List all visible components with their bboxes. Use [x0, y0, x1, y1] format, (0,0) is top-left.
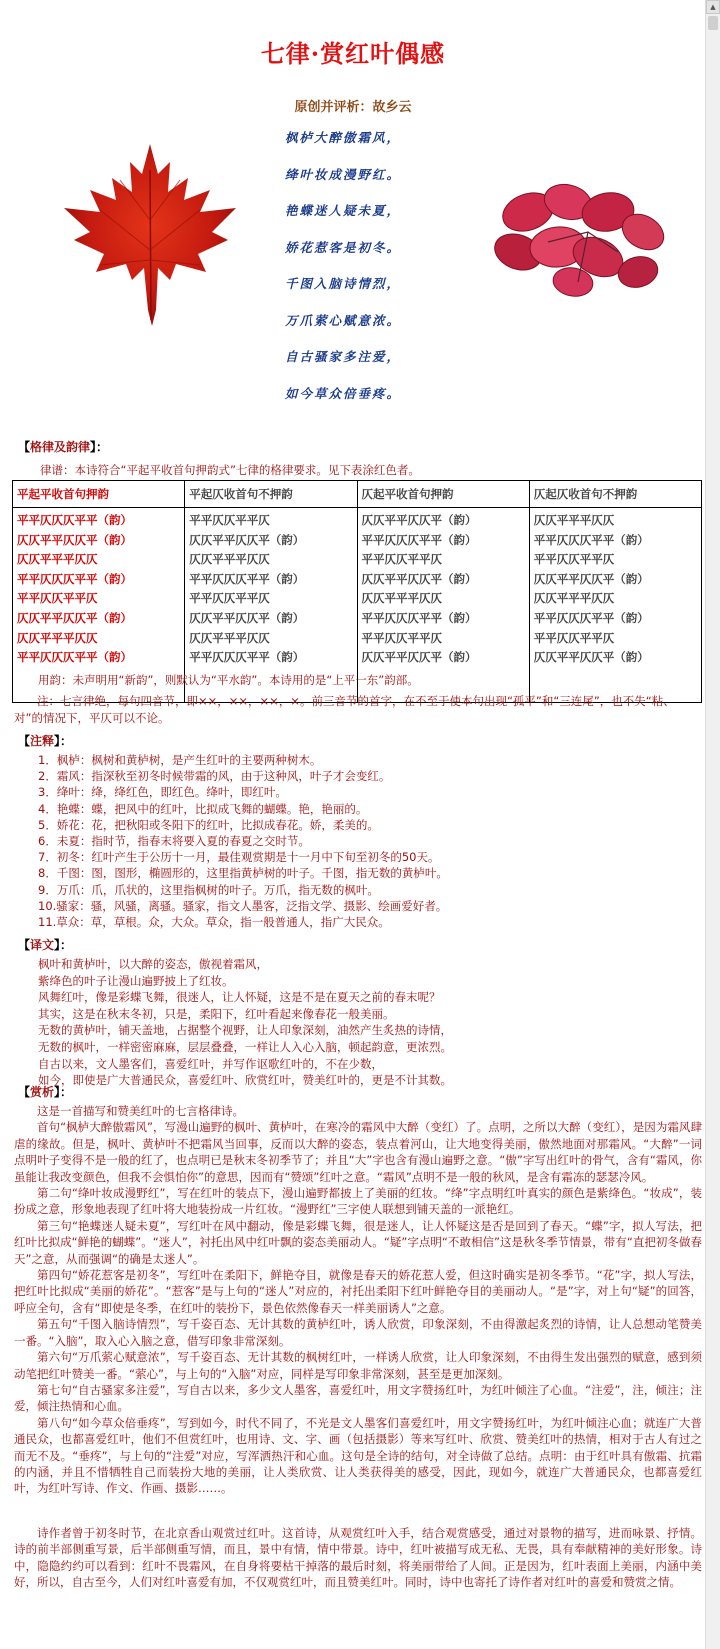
meter-row: 平平仄仄平平仄: [361, 552, 442, 567]
meter-row: 仄仄平平仄仄平（韵）: [533, 571, 649, 586]
note-item: 7．初冬：红叶产生于公历十一月，最佳观赏期是十一月中下旬至初冬的50天。: [38, 850, 440, 865]
meter-row: 平平仄仄仄平平（韵）: [533, 532, 649, 547]
author-byline: 原创并评析：故乡云: [294, 100, 412, 115]
meter-row: 平平仄仄仄平平（韵）: [17, 571, 132, 586]
poem-line: 娇花惹客是初冬。: [285, 239, 402, 255]
notes-list: [38, 752, 698, 930]
translation-line: 紫绛色的叶子让漫山遍野披上了红妆。: [38, 973, 234, 988]
meter-footnote: 注：七言律绝，每句四音节，即××，××，××，×。前三音节的首字，在不至于使本句出现“孤平”和“三连尾”，也不失“粘、对”的情况下，平仄可以不论。: [14, 694, 675, 725]
section-heading-zhushi: 【注释】：: [18, 734, 73, 748]
appreciation-paragraph: 第五句“千图入脑诗情烈”，写千姿百态、无计其数的黄栌红叶，诱人欣赏，印象深刻，不由得激起炙烈的诗情，让人总想动笔赞美一番。“入脑”，取入心入脑之意，借写印象非常深刻。: [14, 1317, 702, 1348]
red-leaves-image: [488, 172, 678, 305]
appreciation-paragraph: 诗作者曾于初冬时节，在北京香山观赏过红叶。这首诗，从观赏红叶入手，结合观赏感受，通过对景物的描写，进而咏景、抒情。诗的前半部侧重写景，后半部侧重写情，而且，景中有情，情中带景。诗中，红叶被描写成无私、无畏，具有奉献精神的美好形象。诗中，隐隐约约可以看到：红叶不畏霜风，在自身将要枯干掉落的最后时刻，将美丽带给了人间。正是因为，红叶表面上美丽，内涵中美好，所以，自古至今，人们对红叶喜爱有加，不仅观赏红叶，而且赞美红叶。同时，诗中也寄托了诗作者对红叶的喜爱和赞赏之情。: [14, 1525, 702, 1589]
meter-row: 平平仄仄仄平平（韵）: [189, 650, 305, 665]
translation-line: 自古以来，文人墨客们，喜爱红叶，并写作讴歌红叶的，不在少数，: [38, 1056, 383, 1071]
meter-row: 仄仄平平平仄仄: [361, 591, 442, 606]
appreciation-paragraph: 这是一首描写和赞美红叶的七言格律诗。: [37, 1104, 244, 1118]
table-header: 仄起平收首句押韵: [357, 481, 529, 508]
meter-row: 仄仄平平仄仄平（韵）: [17, 532, 132, 547]
appreciation-paragraph: 第三句“艳蝶迷人疑未夏”，写红叶在风中翻动，像是彩蝶飞舞，很是迷人，让人怀疑这是否是回到了春天。“蝶”字，拟人写法，把红叶比拟成“鲜艳的蝴蝶”。“迷人”，衬托出风中红叶飘的姿态美丽动人。“疑”字点明“不敢相信”这是秋冬季节情景，带有“直把初冬做春天”之意，从而强调“的确是太迷人”。: [14, 1218, 702, 1266]
appreciation-paragraph: 第二句“绛叶妆成漫野红”，写在红叶的装点下，漫山遍野都披上了美丽的红妆。“绛”字点明红叶真实的颜色是紫绛色。“妆成”，装扮成之意，形象地表现了红叶将大地装扮成一片红妆。“漫野红”三字使人联想到铺天盖的一派艳红。: [14, 1186, 702, 1217]
section-heading-shangxi: 【赏析】：: [18, 1085, 73, 1099]
poem-line: 绛叶妆成漫野红。: [285, 166, 402, 182]
section-heading-gelv: 【格律及韵律】：: [18, 440, 109, 454]
translation-line: 其实，这是在秋末冬初，只是，柔阳下，红叶看起来像春花一般美丽。: [38, 1006, 395, 1021]
scroll-up-icon[interactable]: ▲: [706, 0, 720, 14]
appreciation-paragraph: 第六句“万爪萦心赋意浓”，写千姿百态、无计其数的枫树红叶，一样诱人欣赏，让人印象深刻，不由得生发出强烈的赋意，感到须动笔把红叶赞美一番。“萦心”，与上句的“入脑”对应，同样是写印象非常深刻，甚至是更加深刻。: [14, 1350, 702, 1381]
poem-line: 千图入脑诗情烈，: [285, 276, 402, 291]
poem: [285, 128, 425, 420]
meter-row: 仄仄平平平仄仄: [189, 552, 270, 567]
meter-row: 平平仄仄平平仄: [533, 630, 615, 645]
translation-line: 如今，即使是广大普通民众，喜爱红叶、欣赏红叶，赞美红叶的，更是不计其数。: [38, 1073, 452, 1088]
appreciation: [14, 1103, 702, 1590]
appreciation-paragraph: 第七句“自古骚家多注爱”，写自古以来，多少文人墨客，喜爱红叶，用文字赞扬红叶，为红叶倾注了心血。“注爱”，注，倾注；注爱，倾注热情和心血。: [14, 1382, 702, 1414]
meter-row: 仄仄平平仄仄平（韵）: [361, 571, 477, 586]
meter-table: [12, 480, 702, 703]
note-item: 2．霜风：指深秋至初冬时候带霜的风，由于这种风，叶子才会变红。: [38, 769, 391, 784]
meter-row: 仄仄平平平仄仄: [189, 630, 270, 645]
scrollbar-thumb[interactable]: [708, 16, 718, 30]
note-item: 10.骚家：骚，风骚，离骚。骚家，指文人墨客，泛指文学、摄影、绘画爱好者。: [38, 898, 448, 913]
note-item: 4．艳蝶：蝶，把风中的红叶，比拟成飞舞的蝴蝶。艳，艳丽的。: [38, 801, 368, 816]
meter-row: 仄仄平平仄仄平（韵）: [17, 610, 132, 625]
meter-row: 仄仄平平平仄仄: [17, 630, 98, 645]
meter-row: 平平仄仄平平仄: [189, 513, 270, 527]
rhyme-note: 用韵：未声明用“新韵”，则默认为“平水韵”。本诗用的是“上平一东”韵部。: [38, 673, 419, 687]
meter-row: 平平仄仄仄平平（韵）: [189, 571, 305, 586]
poem-line: 枫栌大醉傲霜风，: [285, 130, 402, 145]
translation-line: 风舞红叶，像是彩蝶飞舞，很迷人，让人怀疑，这是不是在夏天之前的春末呢？: [38, 990, 441, 1005]
meter-row: 平平仄仄仄平平（韵）: [17, 513, 132, 527]
meter-row: 仄仄平平仄仄平（韵）: [361, 650, 477, 665]
note-item: 8．千图：图，图形，椭圆形的，这里指黄栌树的叶子。千图，指无数的黄栌叶。: [38, 866, 448, 881]
meter-row: 仄仄平平仄仄平（韵）: [189, 610, 305, 625]
meter-row: 仄仄平平仄仄平（韵）: [533, 650, 649, 665]
note-item: 1．枫栌：枫树和黄栌树，是产生红叶的主要两种树木。: [38, 753, 322, 767]
poem-line: 艳蝶迷人疑未夏，: [285, 203, 402, 218]
appreciation-paragraph: 第八句“如今草众倍垂疼”，写到如今，时代不同了，不光是文人墨客们喜爱红叶，用文字赞扬红叶，为红叶倾注心血；就连广大普通民众，也都喜爱红叶，他们不但赏红叶，也用诗、文、字、画（包括摄影）等来写红叶、欣赏、赞美红叶的热情，相对于古人有过之而无不及。“垂疼”，与上句的“注爱”对应，写浑洒热汗和心血。这句是全诗的结句，对全诗做了总结。点明：由于红叶具有傲霜、抗霜的内涵，并且不惜牺牲自己而装扮大地的美丽，让人类欣赏、让人类获得美的感受，因此，现如今，就连广大普通民众，也都喜爱红叶，为红叶写诗、作文、作画、摄影……。: [14, 1415, 702, 1496]
translation: [38, 956, 698, 1089]
meter-row: 仄仄平平平仄仄: [533, 513, 615, 527]
meter-row: 仄仄平平仄仄平（韵）: [361, 513, 477, 527]
meter-row: 平平仄仄仄平平（韵）: [533, 610, 649, 625]
section-heading-yiwen: 【译文】：: [18, 938, 73, 952]
meter-note: 律谱：本诗符合“平起平收首句押韵式”七律的格律要求。见下表涂红色者。: [40, 463, 420, 477]
meter-row: 平平仄仄仄平平（韵）: [361, 532, 477, 547]
maple-leaf-image: [60, 140, 240, 333]
poem-line: 万爪萦心赋意浓。: [285, 312, 402, 328]
table-header: 平起仄收首句不押韵: [185, 481, 357, 508]
appreciation-paragraph: 第四句“娇花惹客是初冬”，写红叶在柔阳下，鲜艳夺目，就像是春天的娇花惹人爱，但这时确实是初冬季节。“花”字，拟人写法，把红叶比拟成“美丽的娇花”。“惹客”是与上句的“迷人”对应的，衬托出柔阳下红叶鲜艳夺目的美丽动人。“是”字，对上句“疑”的回答，呼应全句，含有“即使是冬季，在红叶的装扮下，景色依然像春天一样美丽诱人”之意。: [14, 1268, 702, 1315]
meter-row: 平平仄仄平平仄: [17, 591, 98, 606]
note-item: 9．万爪：爪，爪状的，这里指枫树的叶子。万爪，指无数的枫叶。: [38, 882, 379, 897]
note-item: 5．娇花：花，把秋阳或冬阳下的红叶，比拟成春花。娇，柔美的。: [38, 817, 379, 832]
meter-row: 平平仄仄平平仄: [189, 591, 270, 606]
note-item: 11.草众：草，草根。众，大众。草众，指一般普通人，指广大民众。: [38, 914, 390, 929]
vertical-scrollbar[interactable]: [705, 0, 720, 1649]
table-header: 仄起仄收首句不押韵: [529, 481, 701, 508]
poem-line: 自古骚家多注爱，: [285, 349, 402, 364]
appreciation-paragraph: 首句“枫栌大醉傲霜风”，写漫山遍野的枫叶、黄栌叶，在寒冷的霜风中大醉（变红）了。点明，之所以大醉（变红），是因为霜风肆虐的缘故。但是，枫叶、黄栌叶不把霜风当回事，反而以大醉的姿态，装点着河山，让大地变得美丽，傲然地面对那霜风。“大醉”一词点明叶子变得不是一般的红了，也点明已是秋末冬初季节了；并且“大”字也含有漫山遍野之意。“傲”字写出红叶的骨气，含有“霜风，你虽能让我改变颜色，但我不会惧怕你”的意思，因而有“赞颂”红叶之意。“霜风”点明不是一般的秋风，是含有霜冻的瑟瑟冷风。: [14, 1120, 702, 1184]
meter-row: 平平仄仄仄平平（韵）: [17, 650, 132, 665]
translation-line: 枫叶和黄栌叶，以大醉的姿态，傲视着霜风，: [38, 957, 268, 971]
translation-line: 无数的黄栌叶，铺天盖地，占据整个视野，让人印象深刻，油然产生炙热的诗情，: [38, 1023, 452, 1038]
page-title: 七律·赏红叶偶感: [260, 39, 446, 68]
note-item: 3．绛叶：绛，绛红色，即红色。绛叶，即红叶。: [38, 785, 287, 800]
meter-row: 平平仄仄平平仄: [361, 630, 442, 645]
table-header: 平起平收首句押韵: [13, 481, 185, 508]
meter-row: 平平仄仄仄平平（韵）: [361, 610, 477, 625]
meter-row: 平平仄仄平平仄: [533, 552, 615, 567]
note-item: 6．未夏：指时节，指春末将要入夏的春夏之交时节。: [38, 833, 310, 848]
meter-row: 仄仄平平仄仄平（韵）: [189, 532, 305, 547]
meter-row: 仄仄平平平仄仄: [17, 552, 98, 567]
poem-line: 如今草众倍垂疼。: [285, 385, 402, 401]
translation-line: 无数的枫叶，一样密密麻麻，层层叠叠，一样让人入心入脑，顿起韵意，更浓烈。: [38, 1039, 452, 1054]
meter-row: 仄仄平平平仄仄: [533, 591, 615, 606]
